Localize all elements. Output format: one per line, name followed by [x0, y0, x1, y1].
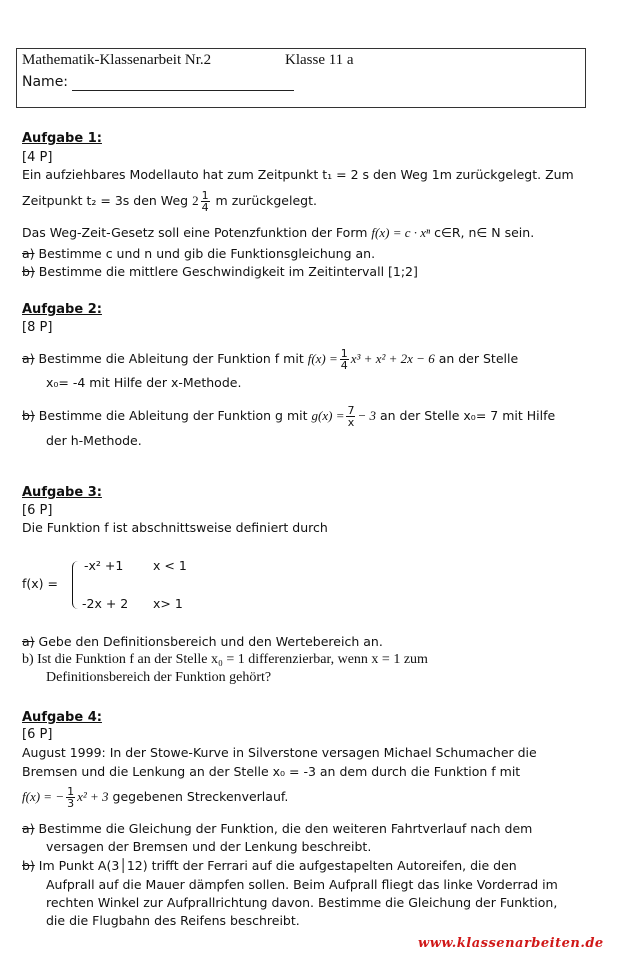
item-label: a) — [22, 351, 35, 366]
task3-title: Aufgabe 3: — [22, 485, 102, 500]
task4-line3 — [22, 786, 288, 809]
item-text: Bestimme die Ableitung der Funktion g mit — [38, 408, 308, 423]
piecewise-lhs: f(x) = — [22, 576, 58, 591]
task3-item-b-line2: Definitionsbereich der Funktion gehört? — [46, 670, 272, 685]
formula-rhs: x³ + x² + 2x − 6 — [350, 351, 435, 366]
task4-line1: August 1999: In der Stowe-Kurve in Silverstone versagen Michael Schumacher die — [22, 745, 537, 760]
fraction-denominator: 3 — [67, 797, 75, 810]
class-label: Klasse 11 a — [285, 52, 354, 68]
fraction-numerator: 7 — [347, 404, 355, 417]
task4-item-b-line2: Aufprall auf die Mauer dämpfen sollen. Beim Aufprall fliegt das linke Vorderrad im — [46, 877, 558, 892]
task1-line1: Ein aufziehbares Modellauto hat zum Zeitpunkt t₁ = 2 s den Weg 1m zurückgelegt. Zum — [22, 167, 574, 182]
fraction-numerator: 1 — [201, 189, 209, 202]
task1-line3-post: c∈R, n∈ N sein. — [434, 225, 535, 240]
formula-lhs: f(x) = − — [22, 789, 65, 804]
task2-item-b-line2: der h-Methode. — [46, 433, 142, 448]
piecewise-case2-expr: -2x + 2 — [82, 596, 129, 611]
name-input-line[interactable] — [72, 90, 294, 91]
mixed-number-fraction — [201, 190, 210, 213]
task1-line2 — [22, 190, 317, 213]
fraction-numerator: 1 — [340, 347, 348, 360]
item-label: a) — [22, 634, 35, 649]
item-label: b) — [22, 858, 35, 873]
task4-line2: Bremsen und die Lenkung an der Stelle x₀ = -3 an dem durch die Funktion f mit — [22, 764, 521, 779]
task3-item-a — [22, 634, 383, 649]
task2-item-a-line2: x₀= -4 mit Hilfe der x-Methode. — [46, 375, 242, 390]
item-text: Bestimme die mittlere Geschwindigkeit im Zeitintervall [1;2] — [38, 264, 418, 279]
piecewise-brace — [72, 561, 79, 609]
item-text: Im Punkt A(3│12) trifft der Ferrari auf die aufgestapelten Autoreifen, die den — [38, 858, 517, 873]
item-label: b) — [22, 264, 35, 279]
fraction-denominator: 4 — [201, 201, 209, 214]
task1-line2-text: Zeitpunkt t₂ = 3s den Weg — [22, 193, 189, 208]
formula-fraction — [340, 348, 349, 371]
fraction-denominator: 4 — [340, 359, 348, 372]
item-text-post: an der Stelle — [438, 351, 519, 366]
formula-fraction — [66, 786, 75, 809]
task1-item-a — [22, 246, 375, 261]
name-label: Name: — [22, 74, 69, 90]
task1-line3-pre: Das Weg-Zeit-Gesetz soll eine Potenzfunktion der Form — [22, 225, 368, 240]
fraction-denominator: x — [347, 416, 355, 429]
item-label: a) — [22, 821, 35, 836]
task1-line2-post: m zurückgelegt. — [215, 193, 317, 208]
task4-item-a — [22, 821, 532, 836]
item-label: b) — [22, 652, 34, 667]
task4-line3-post: gegebenen Streckenverlauf. — [112, 789, 289, 804]
task4-item-a-line2: versagen der Bremsen und der Lenkung beschreibt. — [46, 839, 372, 854]
piecewise-case1-expr: -x² +1 — [84, 558, 124, 573]
item-text: Gebe den Definitionsbereich und den Wertebereich an. — [38, 634, 383, 649]
exam-title: Mathematik-Klassenarbeit Nr.2 — [22, 52, 212, 68]
task3-points: [6 P] — [22, 503, 53, 518]
formula-rhs: x² + 3 — [77, 789, 109, 804]
task1-line3 — [22, 225, 534, 241]
formula-fraction — [346, 405, 355, 428]
footer-url[interactable]: www.klassenarbeiten.de — [418, 936, 604, 951]
formula-lhs: g(x) = — [311, 408, 345, 423]
formula-rhs: − 3 — [357, 408, 376, 423]
item-text: Bestimme die Gleichung der Funktion, die den weiteren Fahrtverlauf nach dem — [38, 821, 533, 836]
task4-points: [6 P] — [22, 727, 53, 742]
mixed-number-whole: 2 — [192, 193, 199, 208]
power-function-formula: f(x) = c · xⁿ — [371, 225, 431, 240]
item-label: b) — [22, 408, 35, 423]
task4-title: Aufgabe 4: — [22, 710, 102, 725]
task2-item-b — [22, 405, 555, 428]
task1-points: [4 P] — [22, 150, 53, 165]
task2-item-a — [22, 348, 518, 371]
task4-item-b-line3: rechten Winkel zur Aufprallrichtung davon. Bestimme die Gleichung der Funktion, — [46, 895, 558, 910]
item-text: Ist die Funktion f an der Stelle x₀ = 1 differenzierbar, wenn x = 1 zum — [37, 652, 428, 667]
fraction-numerator: 1 — [67, 785, 75, 798]
item-text: Bestimme die Ableitung der Funktion f mit — [38, 351, 304, 366]
task3-intro: Die Funktion f ist abschnittsweise definiert durch — [22, 520, 328, 535]
task4-item-b — [22, 858, 517, 873]
piecewise-case1-cond: x < 1 — [153, 558, 187, 573]
formula-lhs: f(x) = — [307, 351, 338, 366]
task4-item-b-line4: die die Flugbahn des Reifens beschreibt. — [46, 913, 300, 928]
item-text: Bestimme c und n und gib die Funktionsgleichung an. — [38, 246, 376, 261]
task3-item-b — [22, 652, 428, 668]
task1-title: Aufgabe 1: — [22, 131, 102, 146]
piecewise-case2-cond: x> 1 — [153, 596, 183, 611]
task2-title: Aufgabe 2: — [22, 302, 102, 317]
item-label: a) — [22, 246, 35, 261]
item-text-post: an der Stelle x₀= 7 mit Hilfe — [379, 408, 556, 423]
task1-item-b — [22, 264, 418, 279]
task2-points: [8 P] — [22, 320, 53, 335]
